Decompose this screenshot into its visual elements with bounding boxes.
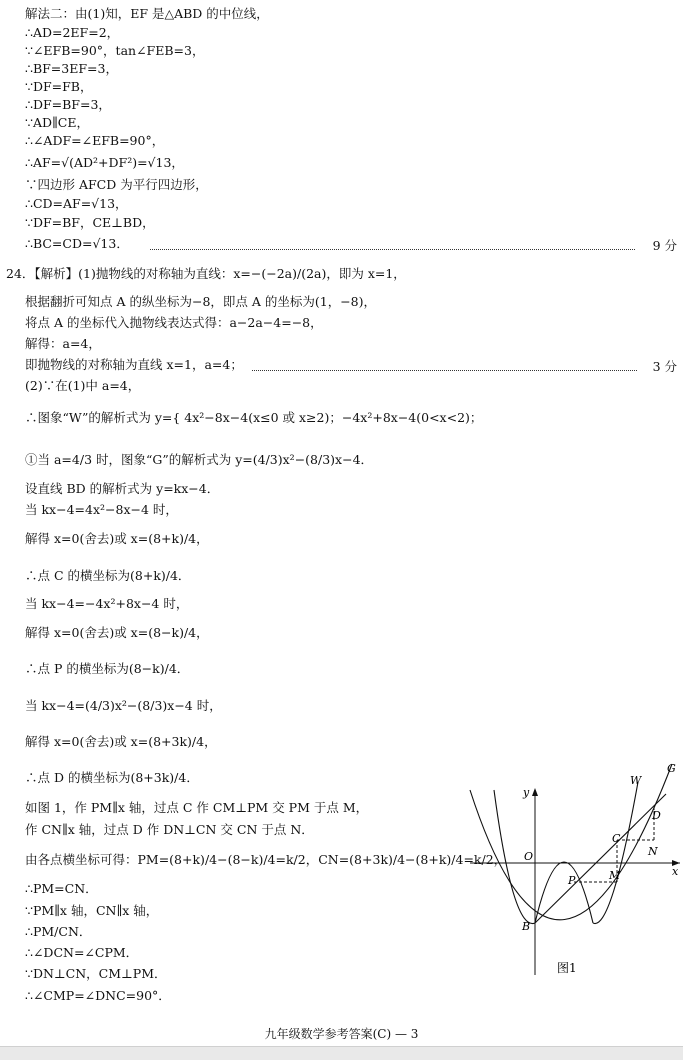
label-x: x: [672, 865, 679, 878]
label-N: N: [648, 845, 658, 858]
solution-line: ∴点 D 的横坐标为(8+3k)/4．: [25, 770, 199, 785]
label-M: M: [609, 869, 621, 882]
solution-line: ∵DF=BF，CE⊥BD，: [25, 215, 155, 230]
solution-line: ∴PM=CN．: [25, 881, 98, 896]
solution-line: 解得：a=4，: [25, 336, 101, 351]
solution-line: ∵DF=FB，: [25, 79, 93, 94]
solution-line: 解得 x=0(舍去)或 x=(8−k)/4，: [25, 625, 209, 640]
solution-line: (2)∵在(1)中 a=4，: [25, 378, 141, 393]
solution-line: ∴CD=AF=√13，: [25, 196, 128, 211]
solution-line: ∴BF=3EF=3，: [25, 61, 118, 76]
viewer-bottom-bar: [0, 1046, 683, 1060]
solution-line: ∴图象“W”的解析式为 y={ 4x²−8x−4(x≤0 或 x≥2)；−4x²+8x−4(0<x<2)；: [25, 410, 483, 425]
solution-line: ∵DN⊥CN，CM⊥PM．: [25, 966, 167, 981]
label-W: W: [630, 774, 642, 787]
label-B: B: [522, 920, 531, 933]
score-leader-dots-2: [252, 370, 637, 371]
parabola-G: [470, 764, 672, 920]
solution-line: 当 kx−4=−4x²+8x−4 时，: [25, 596, 189, 611]
solution-line: ①当 a=4/3 时，图象“G”的解析式为 y=(4/3)x²−(8/3)x−4．: [25, 452, 374, 467]
solution-line: ∴∠DCN=∠CPM．: [25, 945, 139, 960]
solution-line: 将点 A 的坐标代入抛物线表达式得：a−2a−4=−8，: [25, 315, 323, 330]
solution-line: ∴DF=BF=3，: [25, 97, 111, 112]
label-C: C: [612, 832, 621, 845]
solution-line: ∴AF=√(AD²+DF²)=√13，: [25, 155, 184, 170]
solution-line: ∴AD=2EF=2，: [25, 25, 120, 40]
page-footer: 九年级数学参考答案(C) — 3: [264, 1027, 419, 1041]
label-O: O: [524, 850, 534, 863]
solution-line: 当 kx−4=(4/3)x²−(8/3)x−4 时，: [25, 698, 222, 713]
label-D: D: [652, 809, 661, 822]
score-mark-3: 3 分: [652, 359, 677, 374]
solution-line: 解法二：由(1)知，EF 是△ABD 的中位线，: [25, 6, 269, 21]
score-mark-9: 9 分: [652, 238, 677, 253]
solution-line: 即抛物线的对称轴为直线 x=1，a=4；: [25, 357, 243, 372]
label-y: y: [523, 786, 530, 799]
score-leader-dots-1: [150, 249, 635, 250]
solution-line: 由各点横坐标可得：PM=(8+k)/4−(8−k)/4=k/2，CN=(8+3k)/4−(8+k)/4=k/2，: [25, 852, 507, 867]
solution-line: ∵PM∥x 轴，CN∥x 轴，: [25, 903, 159, 918]
solution-line: ∵∠EFB=90°，tan∠FEB=3，: [25, 43, 205, 58]
solution-line: ∴PM/CN．: [25, 924, 92, 939]
solution-line: 24．【解析】(1)抛物线的对称轴为直线：x=−(−2a)/(2a)，即为 x=1，: [6, 266, 406, 281]
y-axis-arrow: [532, 788, 538, 796]
label-P: P: [568, 874, 576, 887]
solution-line: ∴∠ADF=∠EFB=90°，: [25, 133, 165, 148]
solution-line: 作 CN∥x 轴，过点 D 作 DN⊥CN 交 CN 于点 N．: [25, 822, 314, 837]
figure-1: [462, 760, 683, 985]
solution-line: 设直线 BD 的解析式为 y=kx−4．: [25, 481, 220, 496]
solution-line: 根据翻折可知点 A 的纵坐标为−8，即点 A 的坐标为(1，−8)，: [25, 294, 377, 309]
solution-line: ∴BC=CD=√13．: [25, 236, 129, 251]
solution-line: 当 kx−4=4x²−8x−4 时，: [25, 502, 178, 517]
solution-line: ∴点 P 的横坐标为(8−k)/4．: [25, 661, 190, 676]
figure-caption: 图1: [557, 961, 577, 975]
solution-line: 如图 1，作 PM∥x 轴，过点 C 作 CM⊥PM 交 PM 于点 M，: [25, 800, 369, 815]
line-BD: [535, 794, 666, 923]
solution-line: ∴点 C 的横坐标为(8+k)/4．: [25, 568, 191, 583]
solution-line: ∴∠CMP=∠DNC=90°．: [25, 988, 171, 1003]
solution-line: 解得 x=0(舍去)或 x=(8+3k)/4，: [25, 734, 217, 749]
label-G: G: [667, 762, 676, 775]
solution-line: ∵AD∥CE，: [25, 115, 89, 130]
solution-line: 解得 x=0(舍去)或 x=(8+k)/4，: [25, 531, 209, 546]
solution-line: ∵四边形 AFCD 为平行四边形，: [25, 177, 208, 192]
